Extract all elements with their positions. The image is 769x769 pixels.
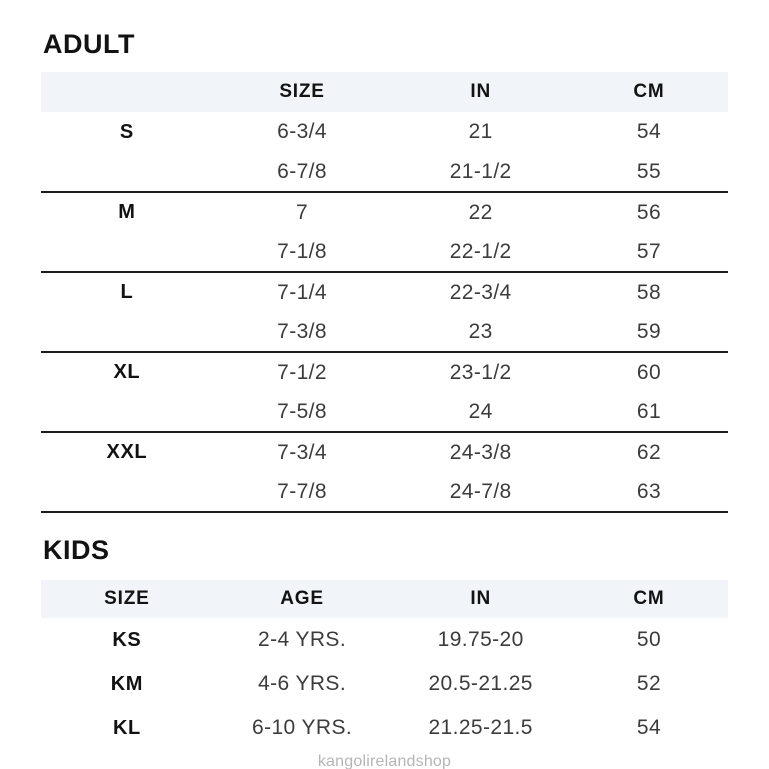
adult-table-cell: 22-3/4 xyxy=(449,280,512,304)
adult-header-row xyxy=(41,72,728,112)
kids-table-row xyxy=(41,662,728,706)
kids-header-size: SIZE xyxy=(41,580,213,618)
adult-table-cell: 59 xyxy=(570,312,728,352)
kids-table-cell: 52 xyxy=(636,672,662,695)
adult-table-cell: 57 xyxy=(570,232,728,272)
adult-table-cell: 7-3/4 xyxy=(277,440,327,464)
adult-table-cell: 7 xyxy=(296,200,309,224)
adult-table-cell: 58 xyxy=(636,280,662,304)
adult-table-cell: 24-3/8 xyxy=(449,440,512,464)
kids-section-heading: KIDS xyxy=(43,535,110,565)
adult-table-cell: 7-3/8 xyxy=(213,312,392,352)
adult-table-row xyxy=(41,272,728,312)
kids-table-header xyxy=(41,580,728,618)
adult-header-cm: CM xyxy=(570,72,728,112)
kids-size-label: KM xyxy=(110,672,144,695)
adult-table-row xyxy=(41,112,728,152)
adult-table-cell: 61 xyxy=(570,392,728,432)
adult-table-cell: 21 xyxy=(468,120,493,143)
adult-table-cell: 7-1/8 xyxy=(213,232,392,272)
kids-size-label: KS xyxy=(112,628,142,651)
kids-table-cell: 20.5-21.25 xyxy=(428,672,533,695)
adult-header-size: SIZE xyxy=(213,72,392,112)
adult-table-row xyxy=(41,152,728,192)
kids-table-row xyxy=(41,618,728,662)
kids-header-age: AGE xyxy=(213,580,392,618)
adult-size-group-label: XL xyxy=(113,361,141,383)
kids-table-cell: 50 xyxy=(636,628,662,651)
kids-table-cell: 21.25-21.5 xyxy=(428,716,533,739)
adult-table-cell: 7-7/8 xyxy=(213,472,392,512)
adult-header-blank xyxy=(41,72,213,112)
adult-table-header xyxy=(41,72,728,112)
adult-table-cell: 22 xyxy=(468,200,493,224)
adult-size-group-label: S xyxy=(119,120,134,143)
adult-size-group-label: L xyxy=(120,281,134,303)
adult-table-cell: 21-1/2 xyxy=(391,152,570,192)
adult-size-group-label: XXL xyxy=(106,441,148,463)
adult-section-heading: ADULT xyxy=(43,29,135,59)
adult-header-in: IN xyxy=(391,72,570,112)
adult-table-cell: 55 xyxy=(570,152,728,192)
adult-size-table xyxy=(41,72,728,513)
adult-size-group-label xyxy=(41,232,213,272)
kids-table-row xyxy=(41,706,728,750)
kids-table-cell: 2-4 YRS. xyxy=(258,628,347,651)
adult-size-group-label xyxy=(41,152,213,192)
adult-table-cell: 6-3/4 xyxy=(277,120,327,143)
kids-table-cell: 6-10 YRS. xyxy=(252,716,353,739)
kids-header-cm: CM xyxy=(570,580,728,618)
adult-table-cell: 60 xyxy=(636,360,662,384)
adult-table-cell: 63 xyxy=(570,472,728,512)
adult-size-group-label xyxy=(41,392,213,432)
adult-table-row xyxy=(41,352,728,392)
adult-table-row xyxy=(41,312,728,352)
watermark-text: kangolirelandshop xyxy=(317,753,452,769)
adult-table-cell: 6-7/8 xyxy=(213,152,392,192)
adult-table-cell: 7-5/8 xyxy=(213,392,392,432)
adult-size-group-label: M xyxy=(118,201,136,223)
adult-table-cell: 23-1/2 xyxy=(449,360,512,384)
kids-table-cell: 4-6 YRS. xyxy=(258,672,347,695)
adult-table-cell: 54 xyxy=(636,120,662,143)
adult-table-cell: 24 xyxy=(391,392,570,432)
kids-header-row xyxy=(41,580,728,618)
adult-table-cell: 7-1/4 xyxy=(277,280,327,304)
kids-table-body xyxy=(41,618,728,750)
kids-table-cell: 19.75-20 xyxy=(437,628,524,651)
adult-table-row xyxy=(41,232,728,272)
adult-table-cell: 23 xyxy=(391,312,570,352)
adult-table-body xyxy=(41,112,728,512)
adult-table-row xyxy=(41,392,728,432)
kids-header-in: IN xyxy=(391,580,570,618)
adult-table-row xyxy=(41,432,728,472)
kids-size-label: KL xyxy=(112,716,141,739)
adult-table-row xyxy=(41,472,728,512)
adult-table-cell: 62 xyxy=(636,440,662,464)
adult-table-row xyxy=(41,192,728,232)
adult-size-group-label xyxy=(41,472,213,512)
kids-size-table xyxy=(41,580,728,750)
adult-table-cell: 24-7/8 xyxy=(391,472,570,512)
adult-table-cell: 56 xyxy=(636,200,662,224)
kids-table-cell: 54 xyxy=(636,716,662,739)
adult-table-cell: 22-1/2 xyxy=(391,232,570,272)
adult-table-cell: 7-1/2 xyxy=(277,360,327,384)
adult-size-group-label xyxy=(41,312,213,352)
